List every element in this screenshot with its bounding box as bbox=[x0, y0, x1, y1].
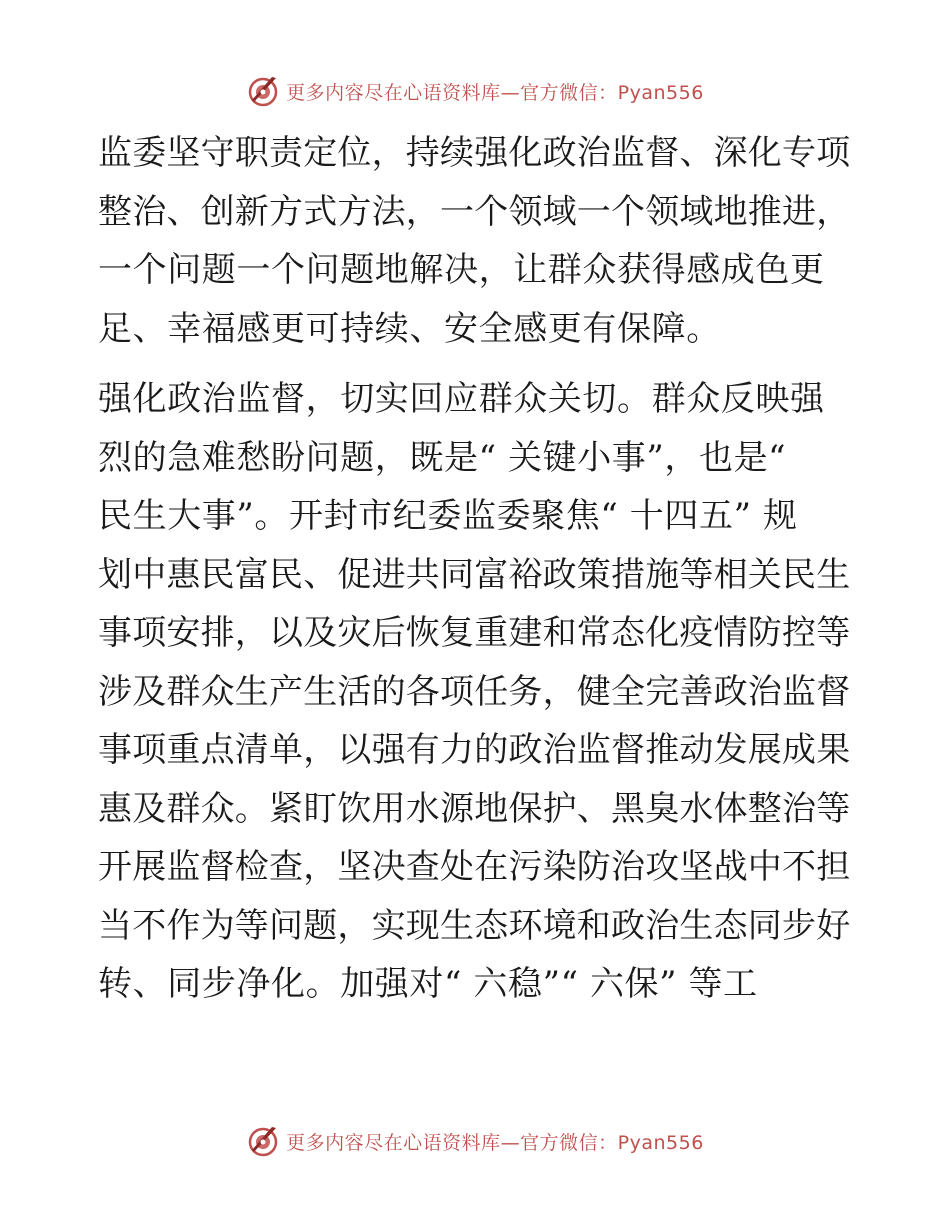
text-line: 涉及群众生产生活的各项任务，健全完善政治监督 bbox=[98, 671, 851, 712]
text-line: 民生大事”。开封市纪委监委聚焦“ 十四五” 规 bbox=[98, 496, 798, 536]
text-line: 开展监督检查，坚决查处在污染防治攻坚战中不担 bbox=[98, 847, 851, 887]
watermark-text: 更多内容尽在心语资料库—官方微信：Pyan556 bbox=[286, 81, 704, 104]
document-body bbox=[98, 124, 850, 1014]
text-line: 转、同步净化。加强对“ 六稳”“ 六保” 等工 bbox=[98, 964, 758, 1004]
footer-watermark bbox=[0, 1124, 950, 1158]
text-line: 事项重点清单，以强有力的政治监督推动发展成果 bbox=[98, 730, 851, 770]
text-line: 划中惠民富民、促进共同富裕政策措施等相关民生 bbox=[98, 554, 851, 595]
text-line: 事项安排，以及灾后恢复重建和常态化疫情防控等 bbox=[98, 613, 851, 653]
red-quill-seal-icon bbox=[246, 1124, 280, 1158]
text-line: 一个问题一个问题地解决，让群众获得感成色更 bbox=[98, 250, 825, 290]
text-line: 烈的急难愁盼问题，既是“ 关键小事”，也是“ bbox=[98, 437, 787, 478]
paragraph-1 bbox=[98, 124, 850, 358]
text-line: 强化政治监督，切实回应群众关切。群众反映强 bbox=[98, 379, 825, 419]
red-quill-seal-icon bbox=[246, 74, 280, 108]
paragraph-2 bbox=[98, 370, 850, 1014]
text-line: 足、幸福感更可持续、安全感更有保障。 bbox=[98, 308, 721, 349]
text-line: 惠及群众。紧盯饮用水源地保护、黑臭水体整治等 bbox=[98, 788, 851, 829]
watermark-text: 更多内容尽在心语资料库—官方微信：Pyan556 bbox=[286, 1131, 704, 1154]
text-line: 当不作为等问题，实现生态环境和政治生态同步好 bbox=[98, 905, 851, 946]
text-line: 监委坚守职责定位，持续强化政治监督、深化专项 bbox=[98, 133, 851, 173]
text-line: 整治、创新方式方法，一个领域一个领域地推进， bbox=[98, 191, 851, 232]
header-watermark bbox=[0, 74, 950, 108]
